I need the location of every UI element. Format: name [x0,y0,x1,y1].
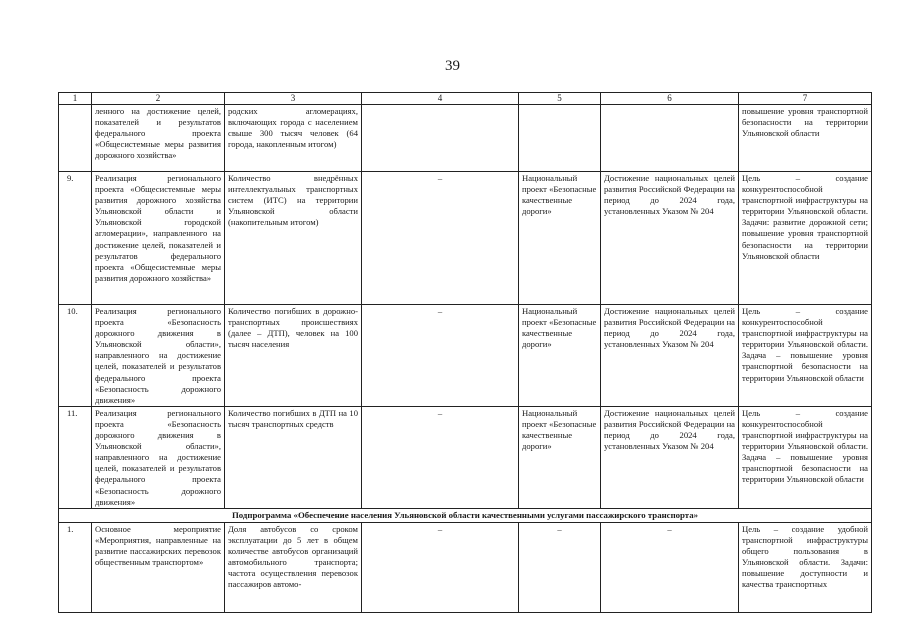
event-cell: ленного на достижение целей, показателей и результатов федерального проекта «Общесистемные меры развития дорожного хозяйства» [92,105,225,172]
column-number: 1 [59,93,92,105]
dash-cell: – [519,522,601,612]
dash-cell: – [362,406,519,508]
purpose-cell: Цель – создание конкурентоспособной транспортной инфраструктуры на территории Ульяновской области. Задача – повышение уровня транспортной безопасности на территории Ульяновской области [739,406,872,508]
table-row [59,522,872,612]
column-number: 2 [92,93,225,105]
table-row [59,105,872,172]
purpose-cell: Цель – создание конкурентоспособной транспортной инфраструктуры на территории Ульяновской области. Задача – повышение уровня транспортной безопасности на территории Ульяновской области [739,305,872,407]
indicator-cell: родских агломерациях, включающих города с населением свыше 300 тысяч человек (64 города, накопленным итогом) [225,105,362,172]
column-number: 4 [362,93,519,105]
indicator-cell: Количество погибших в ДТП на 10 тысяч транспортных средств [225,406,362,508]
indicator-cell: Количество погибших в дорожно-транспортных происшествиях (далее – ДТП), человек на 100 тысяч населения [225,305,362,407]
project-cell: Национальный проект «Безопасные качественные дороги» [519,172,601,305]
indicator-cell: Доля автобусов со сроком эксплуатации до 5 лет в общем количестве автобусов организаций автомобильного транспорта; частота осуществления перевозок пассажиров автомо- [225,522,362,612]
table-row [59,406,872,508]
purpose-cell: Цель – создание удобной транспортной инфраструктуры общего пользования в Ульяновской области. Задачи: повышение доступности и качества транспортных [739,522,872,612]
dash-cell: – [362,522,519,612]
table-row [59,305,872,407]
page-number: 39 [445,58,460,74]
subprogram-title: Подпрограмма «Обеспечение населения Ульяновской области качественными услугами пассажирского транспорта» [59,508,872,522]
project-cell: Национальный проект «Безопасные качественные дороги» [519,406,601,508]
goals-cell: Достижение национальных целей развития Российской Федерации на период до 2024 года, установленных Указом № 204 [601,406,739,508]
event-cell: Реализация регионального проекта «Безопасность дорожного движения в Ульяновской области», направленного на достижение целей, показателей и результатов федерального проекта «Безопасность дорожного движения» [92,406,225,508]
event-cell: Реализация регионального проекта «Безопасность дорожного движения в Ульяновской области», направленного на достижение целей, показателей и результатов федерального проекта «Безопасность дорожного движения» [92,305,225,407]
goals-cell: Достижение национальных целей развития Российской Федерации на период до 2024 года, установленных Указом № 204 [601,172,739,305]
programs-table [58,92,872,613]
indicator-cell: Количество внедрённых интеллектуальных транспортных систем (ИТС) на территории Ульяновской области (накопительным итогом) [225,172,362,305]
dash-cell: – [601,522,739,612]
purpose-cell: Цель – создание конкурентоспособной транспортной инфраструктуры на территории Ульяновской области. Задачи: развитие дорожной сети; повышение уровня транспортной безопасности на территории Ульяновской области [739,172,872,305]
empty-cell [362,105,519,172]
purpose-cell: повышение уровня транспортной безопасности на территории Ульяновской области [739,105,872,172]
column-number: 5 [519,93,601,105]
row-number [59,105,92,172]
row-number: 11. [59,406,92,508]
column-number-row [59,93,872,105]
event-cell: Реализация регионального проекта «Общесистемные меры развития дорожного хозяйства Ульяновской области и Ульяновской городской агломерации», направленного на достижение целей, показателей и результатов федерального проекта «Общесистемные меры развития дорожного хозяйства» [92,172,225,305]
project-cell [519,105,601,172]
goals-cell [601,105,739,172]
row-number: 10. [59,305,92,407]
column-number: 6 [601,93,739,105]
row-number: 1. [59,522,92,612]
table-row [59,172,872,305]
subprogram-row [59,508,872,522]
dash-cell: – [362,305,519,407]
dash-cell: – [362,172,519,305]
goals-cell: Достижение национальных целей развития Российской Федерации на период до 2024 года, установленных Указом № 204 [601,305,739,407]
row-number: 9. [59,172,92,305]
event-cell: Основное мероприятие «Мероприятия, направленные на развитие пассажирских перевозок общественным транспортом» [92,522,225,612]
column-number: 3 [225,93,362,105]
project-cell: Национальный проект «Безопасные качественные дороги» [519,305,601,407]
column-number: 7 [739,93,872,105]
